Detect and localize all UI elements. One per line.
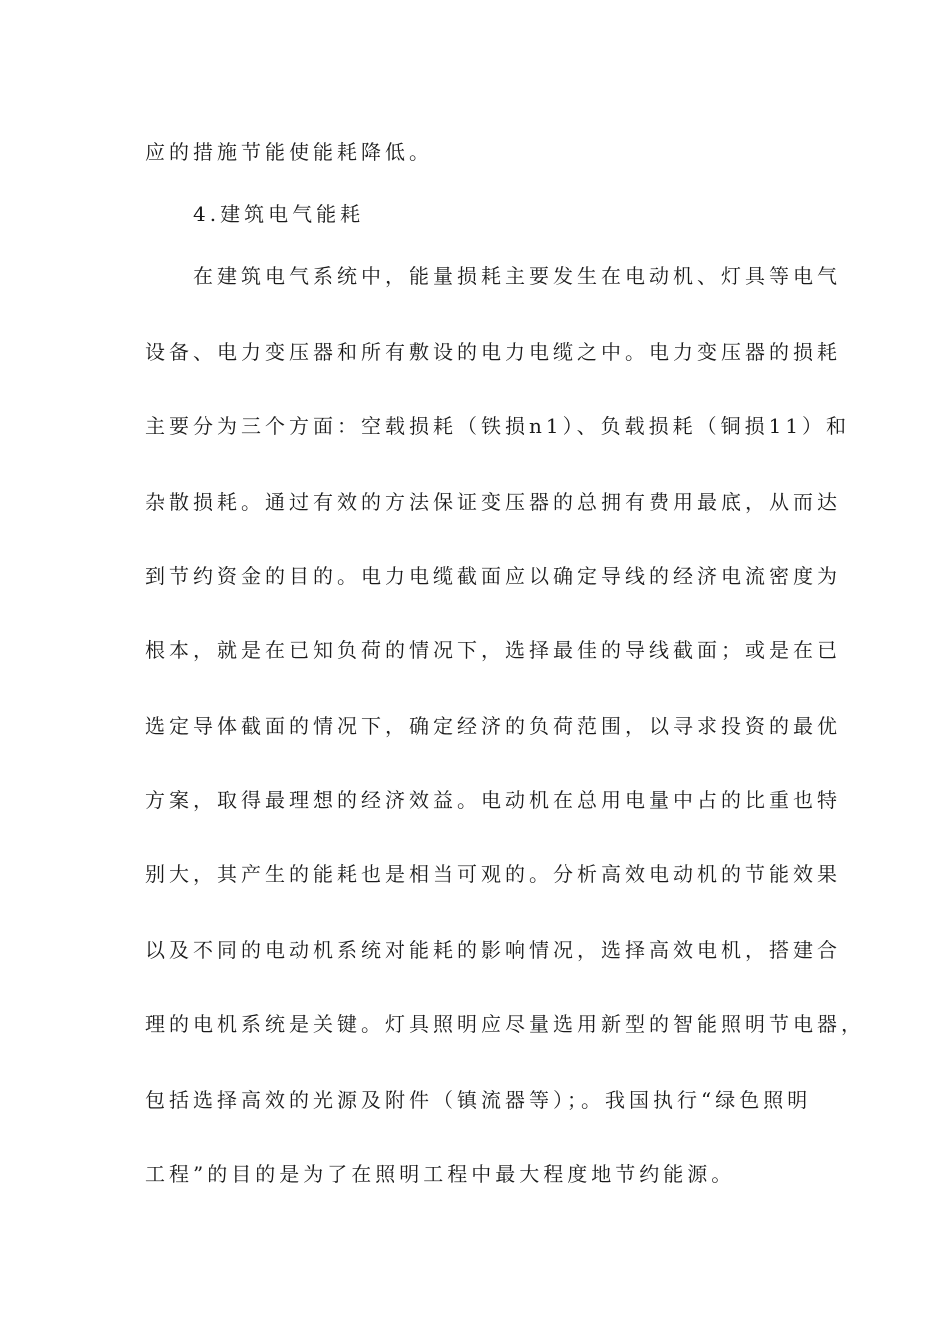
text-line-5: 主要分为三个方面：空载损耗（铁损n1）、负载损耗（铜损11）和: [145, 414, 851, 438]
text-line-3: 在建筑电气系统中，能量损耗主要发生在电动机、灯具等电气: [193, 264, 841, 288]
text-line-1: 应的措施节能使能耗降低。: [145, 140, 433, 164]
text-line-6: 杂散损耗。通过有效的方法保证变压器的总拥有费用最底，从而达: [145, 490, 841, 514]
text-line-9: 选定导体截面的情况下，确定经济的负荷范围，以寻求投资的最优: [145, 714, 841, 738]
text-line-4: 设备、电力变压器和所有敷设的电力电缆之中。电力变压器的损耗: [145, 340, 841, 364]
text-line-11: 别大，其产生的能耗也是相当可观的。分析高效电动机的节能效果: [145, 862, 841, 886]
text-line-14: 包括选择高效的光源及附件（镇流器等）；。我国执行“绿色照明: [145, 1088, 812, 1112]
text-line-13: 理的电机系统是关键。灯具照明应尽量选用新型的智能照明节电器，: [145, 1012, 865, 1036]
text-line-15: 工程”的目的是为了在照明工程中最大程度地节约能源。: [145, 1162, 736, 1186]
text-line-8: 根本，就是在已知负荷的情况下，选择最佳的导线截面；或是在已: [145, 638, 841, 662]
text-line-7: 到节约资金的目的。电力电缆截面应以确定导线的经济电流密度为: [145, 564, 841, 588]
text-line-10: 方案，取得最理想的经济效益。电动机在总用电量中占的比重也特: [145, 788, 841, 812]
section-heading: 4.建筑电气能耗: [193, 202, 365, 226]
text-line-12: 以及不同的电动机系统对能耗的影响情况，选择高效电机，搭建合: [145, 938, 841, 962]
